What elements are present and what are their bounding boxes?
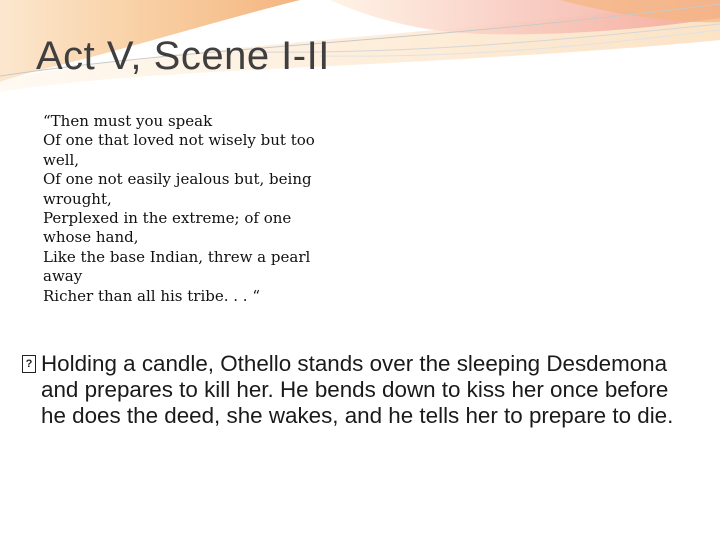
quote-line: Like the base Indian, threw a pearl — [43, 247, 311, 266]
othello-quote — [43, 112, 333, 306]
quote-line: “Then must you speak — [43, 112, 213, 130]
quote-line: Richer than all his tribe. . . “ — [43, 286, 261, 305]
slide-title: Act V, Scene I-II — [36, 34, 330, 78]
quote-line: whose hand, — [43, 228, 139, 247]
quote-line: away — [43, 267, 83, 286]
bullet-row — [22, 351, 687, 429]
quote-line: Of one not easily jealous but, being — [43, 170, 312, 189]
quote-line: Of one that loved not wisely but too — [43, 131, 315, 150]
quote-line: Perplexed in the extreme; of one — [43, 209, 292, 228]
summary-bullet — [22, 351, 687, 429]
quote-line: wrought, — [43, 189, 112, 208]
bullet-text: Holding a candle, Othello stands over the sleeping Desdemona and prepares to kill her. He bends down to kiss her once before he does the deed, she wakes, and he tells her to prepare to die. — [41, 351, 674, 428]
missing-glyph-box-icon: ? — [22, 355, 36, 373]
quote-line: well, — [43, 150, 80, 169]
